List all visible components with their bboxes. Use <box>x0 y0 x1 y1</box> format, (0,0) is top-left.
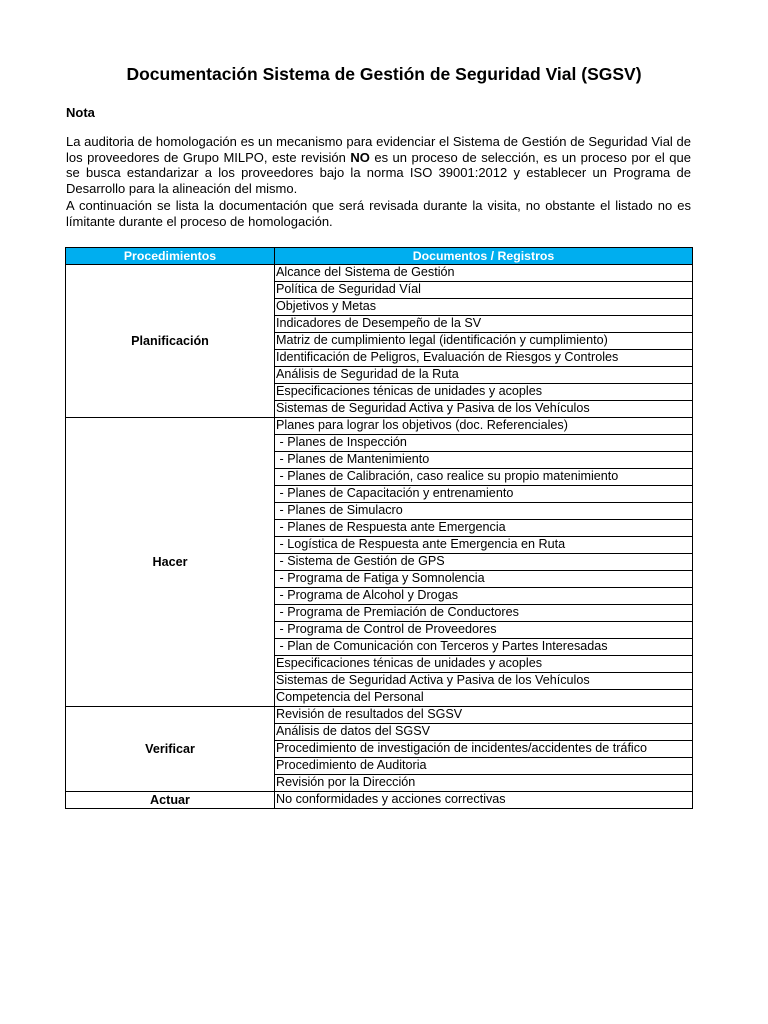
intro-paragraph <box>66 134 691 196</box>
document-cell: - Logística de Respuesta ante Emergencia en Ruta <box>275 537 693 554</box>
document-cell: - Planes de Capacitación y entrenamiento <box>275 486 693 503</box>
document-cell: - Plan de Comunicación con Terceros y Partes Interesadas <box>275 639 693 656</box>
list-intro-paragraph: A continuación se lista la documentación que será revisada durante la visita, no obstante el listado no es límitante durante el proceso de homologación. <box>66 198 691 229</box>
document-cell: - Programa de Fatiga y Somnolencia <box>275 571 693 588</box>
document-cell: Objetivos y Metas <box>275 299 693 316</box>
document-cell: Sistemas de Seguridad Activa y Pasiva de los Vehículos <box>275 401 693 418</box>
document-cell: Planes para lograr los objetivos (doc. Referenciales) <box>275 418 693 435</box>
document-cell: Procedimiento de Auditoria <box>275 758 693 775</box>
document-cell: - Sistema de Gestión de GPS <box>275 554 693 571</box>
table-header-row <box>66 248 693 265</box>
documents-table <box>65 247 693 809</box>
document-cell: Análisis de Seguridad de la Ruta <box>275 367 693 384</box>
intro-paragraph-bold: NO <box>350 149 370 165</box>
table-row <box>66 792 693 809</box>
document-cell: - Planes de Inspección <box>275 435 693 452</box>
table-body <box>66 265 693 809</box>
document-title: Documentación Sistema de Gestión de Seguridad Vial (SGSV) <box>126 64 642 84</box>
document-cell: Procedimiento de investigación de incidentes/accidentes de tráfico <box>275 741 693 758</box>
document-cell: - Planes de Simulacro <box>275 503 693 520</box>
category-cell: Actuar <box>66 792 275 809</box>
document-cell: Revisión de resultados del SGSV <box>275 707 693 724</box>
table-row <box>66 418 693 435</box>
document-cell: - Programa de Control de Proveedores <box>275 622 693 639</box>
document-cell: Indicadores de Desempeño de la SV <box>275 316 693 333</box>
document-cell: Identificación de Peligros, Evaluación de Riesgos y Controles <box>275 350 693 367</box>
document-cell: - Programa de Alcohol y Drogas <box>275 588 693 605</box>
document-cell: Sistemas de Seguridad Activa y Pasiva de los Vehículos <box>275 673 693 690</box>
document-cell: Competencia del Personal <box>275 690 693 707</box>
document-cell: Política de Seguridad Víal <box>275 282 693 299</box>
document-cell: Revisión por la Dirección <box>275 775 693 792</box>
document-cell: - Planes de Mantenimiento <box>275 452 693 469</box>
intro-paragraph-start: La auditoria de homologación es un mecanismo para evidenciar el Sistema de Gestión de Seguridad Vial de los proveedores de Grupo MILPO, este revisión <box>66 134 691 165</box>
document-cell: Alcance del Sistema de Gestión <box>275 265 693 282</box>
document-cell: - Programa de Premiación de Conductores <box>275 605 693 622</box>
category-cell: Hacer <box>66 418 275 707</box>
header-documentos: Documentos / Registros <box>275 248 693 265</box>
nota-label: Nota <box>66 105 95 120</box>
header-procedimientos: Procedimientos <box>66 248 275 265</box>
table-row <box>66 707 693 724</box>
table-row <box>66 265 693 282</box>
document-cell: - Planes de Respuesta ante Emergencia <box>275 520 693 537</box>
document-cell: Matriz de cumplimiento legal (identificación y cumplimiento) <box>275 333 693 350</box>
document-cell: - Planes de Calibración, caso realice su propio matenimiento <box>275 469 693 486</box>
document-cell: Análisis de datos del SGSV <box>275 724 693 741</box>
intro-paragraph-end: es un proceso de selección, es un proceso por el que se busca estandarizar a los proveedores bajo la norma ISO 39001:2012 y establecer un Programa de Desarrollo para la alineación del mismo. <box>66 149 691 196</box>
document-cell: Especificaciones ténicas de unidades y acoples <box>275 384 693 401</box>
document-cell: No conformidades y acciones correctivas <box>275 792 693 809</box>
document-cell: Especificaciones ténicas de unidades y acoples <box>275 656 693 673</box>
category-cell: Planificación <box>66 265 275 418</box>
category-cell: Verificar <box>66 707 275 792</box>
